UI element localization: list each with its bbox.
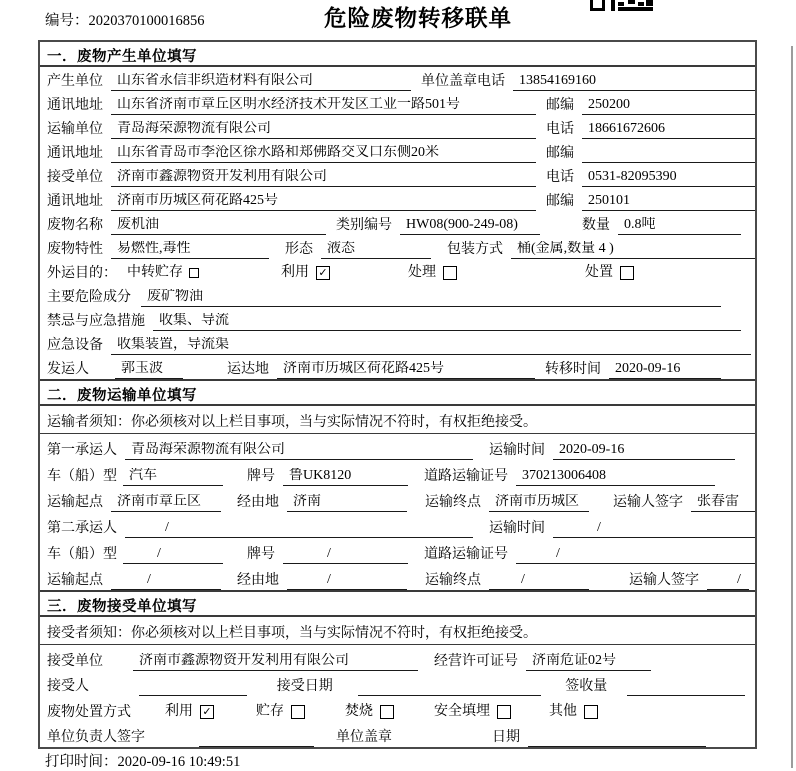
zip-value-1: 250200 [582, 97, 755, 115]
producer-unit-value: 山东省永信非织造材料有限公司 [111, 73, 411, 91]
via-value-1: 济南 [287, 494, 407, 512]
transfer-time-value: 2020-09-16 [609, 361, 721, 379]
first-carrier-label: 第一承运人 [47, 443, 117, 458]
road-permit-label-2: 道路运输证号 [424, 547, 508, 562]
hazard-component-label: 主要危险成分 [47, 290, 131, 305]
carrier-signature-label-2: 运输人签字 [629, 573, 699, 588]
terminus-label-2: 运输终点 [425, 573, 481, 588]
phone-label-1: 电话 [477, 74, 505, 89]
disposal-storage-checkbox [291, 705, 305, 719]
plate-value-1: 鲁UK8120 [283, 468, 408, 486]
row-emergency-equipment [40, 331, 755, 355]
transfer-storage-checkbox [189, 268, 199, 278]
receiver-unit-value: 济南市鑫源物资开发利用有限公司 [111, 169, 536, 187]
option-transfer-storage [127, 264, 199, 283]
shipper-label: 发运人 [47, 362, 89, 377]
row-accept-person [40, 671, 755, 697]
transport-unit-value: 青岛海荣源物流有限公司 [111, 121, 536, 139]
packaging-label: 包装方式 [447, 242, 503, 257]
zip-value-3: 250101 [582, 193, 755, 211]
address-label-1: 通讯地址 [47, 98, 103, 113]
zip-label-3: 邮编 [546, 194, 574, 209]
disposal-landfill-checkbox [497, 705, 511, 719]
option-disposal-other-label: 其他 [549, 703, 577, 719]
row-shipper [40, 355, 755, 379]
packaging-value: 桶(金属,数量 4 ) [511, 241, 755, 259]
outbound-purpose-label: 外运目的： [47, 266, 117, 281]
vehicle-type-value-1: 汽车 [123, 468, 223, 486]
option-transfer-storage-label: 中转贮存 [127, 265, 183, 280]
accept-person-label: 接受人 [47, 679, 89, 694]
waste-name-value: 废机油 [111, 217, 326, 235]
category-code-label: 类别编号 [336, 218, 392, 233]
form-state-label: 形态 [285, 242, 313, 257]
row-vehicle-type-1 [40, 460, 755, 486]
accept-unit-value: 济南市鑫源物资开发利用有限公司 [133, 653, 418, 671]
waste-name-label: 废物名称 [47, 218, 103, 233]
terminus-value-1: 济南市历城区 [489, 494, 589, 512]
transfer-form-table [38, 40, 757, 749]
transport-unit-label: 运输单位 [47, 122, 103, 137]
destination-label: 运达地 [227, 362, 269, 377]
option-disposal-landfill [434, 703, 511, 722]
via-label-2: 经由地 [237, 573, 279, 588]
vehicle-type-label-2: 车（船）型 [47, 547, 117, 562]
accept-date-label: 接受日期 [276, 679, 333, 694]
option-disposal-other [549, 703, 598, 722]
address-label-2: 通讯地址 [47, 146, 103, 161]
disposal-other-checkbox [584, 705, 598, 719]
row-waste-property [40, 235, 755, 259]
phone-value-2: 18661672606 [582, 121, 755, 139]
plate-label-2: 牌号 [247, 547, 275, 562]
section1-heading: 一．废物产生单位填写 [40, 42, 755, 67]
road-permit-value-1: 370213006408 [516, 468, 715, 486]
row-hazard-component [40, 283, 755, 307]
terminus-value-2: / [489, 572, 589, 590]
row-outbound-purpose [40, 259, 755, 283]
road-permit-label-1: 道路运输证号 [424, 469, 508, 484]
serial-number: 2020370100016856 [88, 13, 205, 29]
license-number-value: 济南危证02号 [526, 653, 651, 671]
option-utilize-label: 利用 [281, 265, 309, 280]
option-disposal-landfill-label: 安全填埋 [434, 703, 490, 719]
option-utilize [281, 264, 330, 283]
row-transport-route-1 [40, 486, 755, 512]
disposal-utilize-checkbox: ✓ [200, 705, 214, 719]
print-time-value: 2020-09-16 10:49:51 [117, 754, 241, 770]
option-disposal-utilize [165, 703, 214, 722]
responsible-signature-value [199, 730, 314, 747]
quantity-value: 0.8吨 [618, 217, 741, 235]
row-transport-route-2 [40, 564, 755, 590]
address-value-3: 济南市历城区荷花路425号 [111, 193, 536, 211]
accept-unit-label: 接受单位 [47, 653, 103, 669]
row-transport-unit [40, 115, 755, 139]
phone-value-3: 0531-82095390 [582, 169, 755, 187]
section1-body [40, 67, 755, 379]
section3-heading: 三．废物接受单位填写 [40, 590, 755, 617]
responsible-signature-label: 单位负责人签字 [47, 730, 145, 745]
contraindication-label: 禁忌与应急措施 [47, 314, 145, 329]
option-disposal-incinerate-label: 焚烧 [345, 703, 373, 719]
option-disposal-storage [256, 703, 305, 722]
date-label: 日期 [492, 730, 520, 745]
transport-time-label-1: 运输时间 [489, 443, 545, 458]
disposal-method-label: 废物处置方式 [47, 704, 131, 720]
unit-seal-label: 单位盖章 [421, 74, 477, 89]
address-value-1: 山东省济南市章丘区明水经济技术开发区工业一路501号 [111, 97, 536, 115]
option-disposal-utilize-label: 利用 [165, 703, 193, 719]
row-producer-unit [40, 67, 755, 91]
received-amount-value [627, 679, 745, 696]
waste-property-label: 废物特性 [47, 242, 103, 257]
page-right-edge [791, 46, 793, 768]
phone-value-1: 13854169160 [513, 73, 755, 91]
second-carrier-value: / [125, 520, 473, 538]
option-disposal-incinerate [345, 703, 394, 722]
qr-code-fragment [590, 0, 654, 11]
origin-value-1: 济南市章丘区 [111, 494, 221, 512]
print-time-label: 打印时间： [45, 754, 118, 770]
zip-label-2: 邮编 [546, 146, 574, 161]
unit-seal-label-2: 单位盖章 [336, 730, 392, 745]
form-state-value: 液态 [321, 241, 431, 259]
emergency-equipment-value: 收集装置，导流渠 [111, 337, 751, 355]
row-disposal-method [40, 696, 755, 722]
option-treat [408, 264, 457, 283]
carrier-signature-value-1: 张春雷 [691, 494, 755, 512]
row-contraindication [40, 307, 755, 331]
zip-value-2 [582, 146, 755, 163]
origin-label-2: 运输起点 [47, 573, 103, 588]
received-amount-label: 签收量 [565, 679, 608, 694]
row-receiver-unit [40, 163, 755, 187]
category-code-value: HW08(900-249-08) [400, 217, 540, 235]
second-carrier-label: 第二承运人 [47, 521, 117, 536]
via-value-2: / [287, 572, 407, 590]
origin-label-1: 运输起点 [47, 495, 103, 510]
carrier-signature-label-1: 运输人签字 [613, 495, 683, 510]
option-disposal-storage-label: 贮存 [256, 703, 284, 719]
accept-person-value [139, 679, 247, 696]
destination-value: 济南市历城区荷花路425号 [277, 361, 535, 379]
utilize-checkbox: ✓ [316, 266, 330, 280]
license-number-label: 经营许可证号 [434, 653, 518, 669]
receiver-notice: 接受者须知：你必须核对以上栏目事项，当与实际情况不符时，有权拒绝接受。 [40, 617, 755, 645]
treat-checkbox [443, 266, 457, 280]
row-transport-address [40, 139, 755, 163]
row-second-carrier [40, 512, 755, 538]
first-carrier-value: 青岛海荣源物流有限公司 [125, 442, 473, 460]
carrier-signature-value-2: / [707, 572, 749, 590]
disposal-incinerate-checkbox [380, 705, 394, 719]
page-title: 危险废物转移联单 [324, 6, 513, 32]
accept-date-value [358, 679, 542, 696]
date-value [528, 730, 706, 747]
vehicle-type-value-2: / [123, 546, 223, 564]
serial-number-line [45, 9, 205, 30]
serial-label: 编号： [45, 13, 89, 29]
origin-value-2: / [111, 572, 221, 590]
address-label-3: 通讯地址 [47, 194, 103, 209]
shipper-value: 郭玉波 [115, 361, 183, 379]
row-accept-unit [40, 645, 755, 671]
quantity-label: 数量 [582, 218, 610, 233]
transport-time-value-1: 2020-09-16 [553, 442, 735, 460]
address-value-2: 山东省青岛市李沧区徐水路和郑佛路交叉口东侧20米 [111, 145, 536, 163]
row-responsible-signature [40, 722, 755, 748]
waste-property-value: 易燃性,毒性 [111, 241, 269, 259]
terminus-label-1: 运输终点 [425, 495, 481, 510]
road-permit-value-2: / [516, 546, 755, 564]
option-treat-label: 处理 [408, 265, 436, 280]
receiver-unit-label: 接受单位 [47, 170, 103, 185]
via-label-1: 经由地 [237, 495, 279, 510]
contraindication-value: 收集、导流 [153, 313, 741, 331]
phone-label-2: 电话 [546, 122, 574, 137]
row-receiver-address [40, 187, 755, 211]
section3-body [40, 617, 755, 747]
row-producer-address [40, 91, 755, 115]
option-dispose [585, 264, 634, 283]
producer-unit-label: 产生单位 [47, 74, 103, 89]
plate-label-1: 牌号 [247, 469, 275, 484]
row-waste-name [40, 211, 755, 235]
transporter-notice: 运输者须知：你必须核对以上栏目事项，当与实际情况不符时，有权拒绝接受。 [40, 406, 755, 434]
section2-heading: 二．废物运输单位填写 [40, 379, 755, 406]
dispose-checkbox [620, 266, 634, 280]
option-dispose-label: 处置 [585, 265, 613, 280]
zip-label-1: 邮编 [546, 98, 574, 113]
section2-body [40, 406, 755, 590]
transport-time-label-2: 运输时间 [489, 521, 545, 536]
row-first-carrier [40, 434, 755, 460]
transport-time-value-2: / [553, 520, 755, 538]
row-vehicle-type-2 [40, 538, 755, 564]
hazard-component-value: 废矿物油 [141, 289, 721, 307]
emergency-equipment-label: 应急设备 [47, 338, 103, 353]
transfer-time-label: 转移时间 [545, 362, 601, 377]
plate-value-2: / [283, 546, 408, 564]
vehicle-type-label-1: 车（船）型 [47, 469, 117, 484]
phone-label-3: 电话 [546, 170, 574, 185]
